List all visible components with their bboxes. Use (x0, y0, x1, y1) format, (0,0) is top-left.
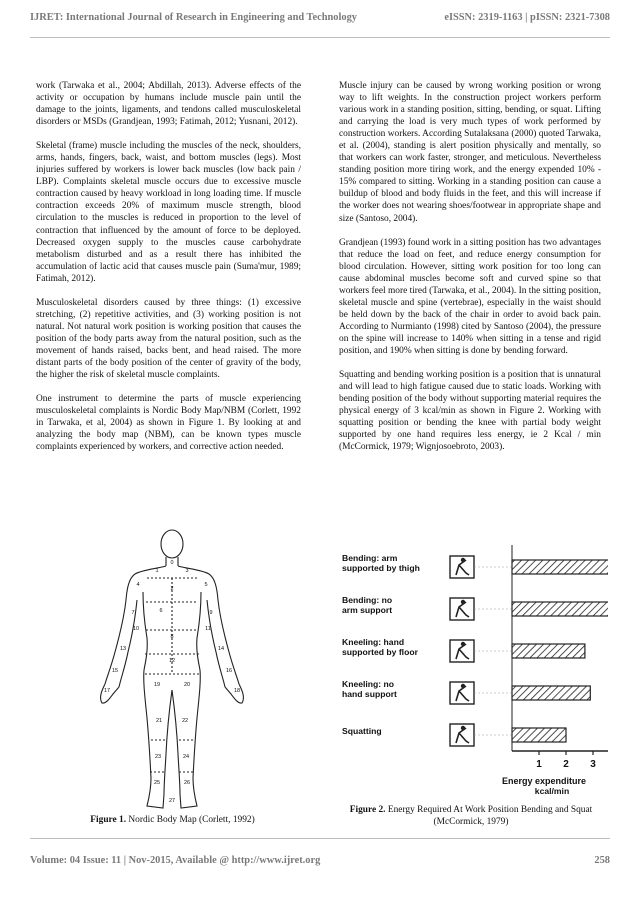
region-number: 3 (185, 568, 189, 574)
left-column (36, 80, 301, 465)
journal-title: IJRET: International Journal of Research in Engineering and Technology (30, 12, 357, 23)
region-number: 21 (155, 718, 163, 724)
figure-1-caption (40, 814, 305, 826)
region-number: 2 (170, 586, 174, 592)
region-number: 12 (168, 658, 176, 664)
figure-2-label: Figure 2. (349, 805, 386, 815)
region-number: 6 (159, 608, 163, 614)
x-axis-label: Energy expenditure (501, 776, 587, 786)
bar (512, 686, 590, 700)
region-number: 8 (170, 634, 174, 640)
x-axis-unit: kcal/min (534, 786, 570, 796)
category-label: Kneeling: no (342, 679, 395, 689)
region-number: 24 (182, 754, 190, 760)
bar (512, 560, 608, 574)
header-rule (30, 37, 610, 38)
region-number: 4 (136, 582, 140, 588)
region-number: 14 (217, 646, 225, 652)
region-number: 17 (103, 688, 111, 694)
category-label: Bending: no (342, 595, 393, 605)
region-number: 16 (225, 668, 233, 674)
region-number: 22 (181, 718, 189, 724)
region-number: 5 (204, 582, 208, 588)
figure-1-caption-text: Nordic Body Map (Corlett, 1992) (128, 815, 255, 825)
category-label: Bending: arm (342, 553, 398, 563)
category-label: Kneeling: hand (342, 637, 405, 647)
x-tick-label: 2 (563, 759, 569, 770)
region-number: 26 (183, 780, 191, 786)
energy-chart (332, 537, 608, 802)
paragraph: work (Tarwaka et al., 2004; Abdillah, 2013). Adverse effects of the activity or occupation by humans include muscle pain until the damage to the joints, ligaments, and tendons called musculoskeletal disorders or MSDs (Grandjean, 1993; Fatimah, 2012; Yusnani, 2012). (36, 81, 301, 128)
region-number: 1 (155, 568, 159, 574)
category-label: supported by floor (342, 647, 418, 657)
body-map-drawing (77, 522, 267, 822)
figure-2-energy-chart (332, 537, 608, 802)
worker-head (461, 600, 465, 604)
region-number: 20 (183, 682, 191, 688)
region-number: 11 (205, 626, 211, 632)
worker-head (461, 642, 465, 646)
figure-1-body-map (77, 522, 267, 822)
region-number: 25 (153, 780, 161, 786)
bar (512, 644, 585, 658)
region-number: 7 (131, 610, 135, 616)
bar (512, 602, 608, 616)
page-number: 258 (594, 855, 610, 866)
paragraph: Squatting and bending working position is a position that is unnatural and will lead to high fatigue caused due to static loads. Working with bending position of the body without supporting material requires the physical energy of 3 kcal/min as shown in Figure 2. Working with squatting position or bending the knee with partial body weight supported by one hand requires less energy, ie 2 Kcal / min (McCormick, 1979; Wignjosoebroto, 2003). (339, 370, 601, 453)
region-number: 13 (119, 646, 127, 652)
region-number: 23 (154, 754, 162, 760)
paragraph: Musculoskeletal disorders caused by three things: (1) excessive stretching, (2) repetitive activities, and (3) working position is not natural. Not natural work position is working position that causes the position of the body parts away from the natural position, such as the movement of hands raised, backs bent, and head raised. The more distant parts of the body position of the center of gravity of the body, the higher the risk of skeletal muscle complaints. (36, 297, 301, 381)
category-label: arm support (342, 605, 393, 615)
paragraph: Grandjean (1993) found work in a sitting position has two advantages that reduce the load on feet, and reduce energy consumption for blood circulation. However, sitting work position for too long can cause abdominal muscles become soft and curved spine so that workers feel more tired (Tarwaka, et al., 2004). In the sitting position, skeletal muscle and spine (vertebrae), especially in the waist should be held down by the back of the chair in order to avoid back pain. According to Nurmianto (1998) cited by Santoso (2004), the pressure on the spine will increase to 140% when sitting in a tense and rigid position, and 190% when sitting is done by bending forward. (339, 237, 601, 356)
region-number: 10 (132, 626, 140, 632)
paragraph: One instrument to determine the parts of muscle experiencing musculoskeletal complaints is Nordic Body Map/NBM (Corlett, 1992 in Tarwaka, et al, 2004) as shown in Figure 1. By looking at and analyzing the body map (NBM), can be known types muscle complaints experienced by workers, and corrective action needed. (36, 394, 301, 453)
figure-2-caption-text: Energy Required At Work Position Bending and Squat (McCormick, 1979) (387, 805, 593, 827)
region-number: 27 (168, 798, 176, 804)
paragraph: Muscle injury can be caused by wrong working position or wrong way to lift weights. In the construction project workers perform various work in a standing position, sitting, bending, or squat. Lifting and carrying the load is very much types of work performed by construction workers. According Sutalaksana (2000) quoted Tarwaka, et al. (2004), standing is alert position physically and mentally, so that workers can work faster, stronger, and meticulous. Nevertheless standing position more tiring work, and the energy expended 10% - 15% compared to sitting. Working in a standing position can cause a buildup of blood and body fluids in the feet, and this will increase if the worker does not wearing shoes/footwear in appropriate shape and size (Santoso, 2004). (339, 81, 601, 224)
worker-head (461, 558, 465, 562)
region-number: 9 (209, 610, 213, 616)
category-label: Squatting (342, 726, 382, 736)
figure-2-caption (336, 804, 606, 828)
footer-rule (30, 838, 610, 839)
region-number: 18 (233, 688, 241, 694)
worker-head (461, 726, 465, 730)
region-number: 0 (170, 560, 174, 566)
running-header (30, 12, 610, 30)
region-number: 15 (111, 668, 119, 674)
paragraph: Skeletal (frame) muscle including the muscles of the neck, shoulders, arms, hands, fingers, back, waist, and bottom muscles (legs). Most injuries suffered by workers is lower back muscles (low back pain / LBP). Complaints skeletal muscle occurs due to excessive muscle contraction caused by heavy workload in long loading time. If muscle contraction exceeds 20% of maximum muscle strength, blood circulation to the muscles is reduced in proportion to the level of contraction that influenced by the amount of force to be deployed. Decreased oxygen supply to the muscles cause carbohydrate metabolism disturbed and as a result there has inhibited the accumulation of lactic acid that causes muscle pain (Suma'mur, 1989; Fatimah, 2012). (36, 141, 301, 284)
category-label: supported by thigh (342, 563, 420, 573)
bar (512, 728, 566, 742)
issn: eISSN: 2319-1163 | pISSN: 2321-7308 (444, 12, 610, 23)
worker-head (461, 684, 465, 688)
region-number: 19 (153, 682, 161, 688)
right-column (339, 80, 601, 465)
figure-1-label: Figure 1. (90, 815, 127, 825)
x-tick-label: 1 (536, 759, 542, 770)
x-tick-label: 3 (590, 759, 596, 770)
volume-info: Volume: 04 Issue: 11 | Nov-2015, Available @ http://www.ijret.org (30, 855, 321, 866)
category-label: hand support (342, 689, 397, 699)
